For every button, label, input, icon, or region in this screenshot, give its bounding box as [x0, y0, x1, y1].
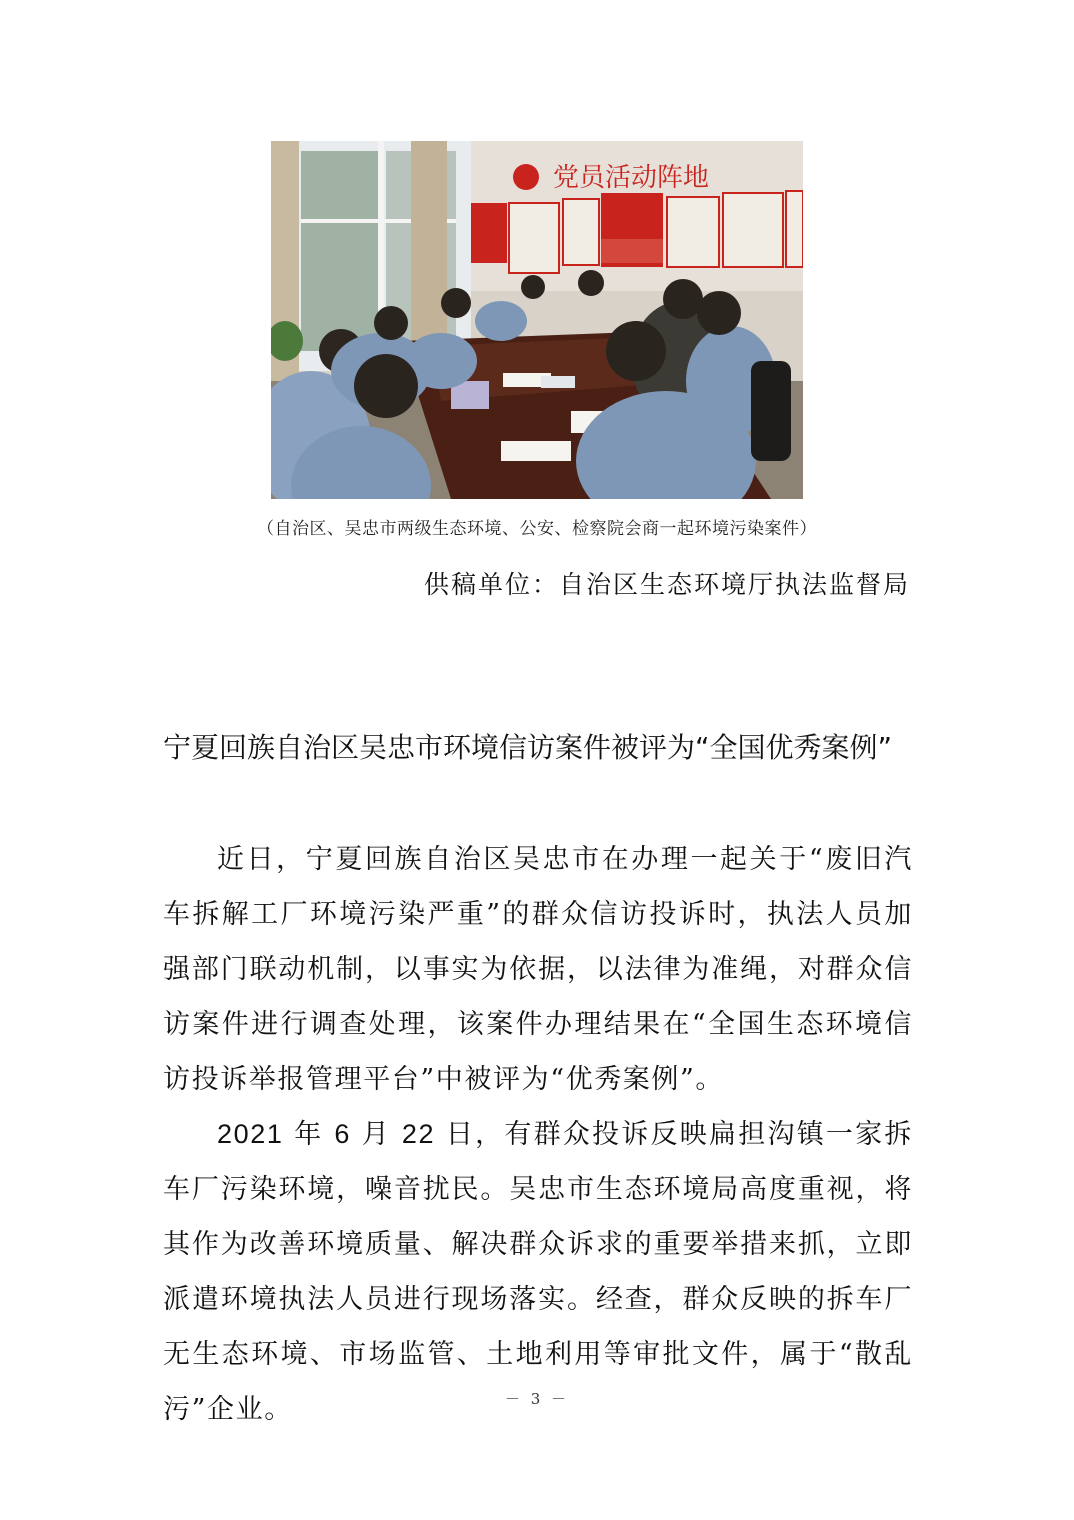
meeting-photo-illustration	[271, 141, 803, 499]
page-number: － 3 －	[504, 1390, 570, 1408]
meeting-photo	[271, 141, 803, 499]
banner-label: 党员活动阵地	[553, 163, 710, 193]
paragraph-1: 近日，宁夏回族自治区吴忠市在办理一起关于“废旧汽车拆解工厂环境污染严重”的群众信访投诉时，执法人员加强部门联动机制，以事实为依据，以法律为准绳，对群众信访案件进行调查处理，该案件办理结果在“全国生态环境信访投诉举报管理平台”中被评为“优秀案例”。	[163, 844, 913, 1095]
paragraph-2-year: 2021	[217, 1119, 284, 1149]
article-headline: 宁夏回族自治区吴忠市环境信访案件被评为“全国优秀案例”	[163, 731, 893, 764]
paragraph-2-text: 日，有群众投诉反映扁担沟镇一家拆车厂污染环境，噪音扰民。吴忠市生态环境局高度重视，将其作为改善环境质量、解决群众诉求的重要举措来抓，立即派遣环境执法人员进行现场落实。经查，群众反映的拆车厂无生态环境、市场监管、土地利用等审批文件，属于“散乱污”企业。	[163, 1119, 913, 1425]
paragraph-2-month: 6	[334, 1119, 351, 1149]
paragraph-2-year-unit: 年	[283, 1119, 335, 1150]
paragraph-2-day: 22	[401, 1119, 436, 1149]
paragraph-2-month-unit: 月	[350, 1119, 402, 1150]
source-credit: 供稿单位：自治区生态环境厅执法监督局	[423, 570, 910, 599]
article-body	[163, 832, 913, 1437]
photo-caption: （自治区、吴忠市两级生态环境、公安、检察院会商一起环境污染案件）	[257, 519, 817, 539]
